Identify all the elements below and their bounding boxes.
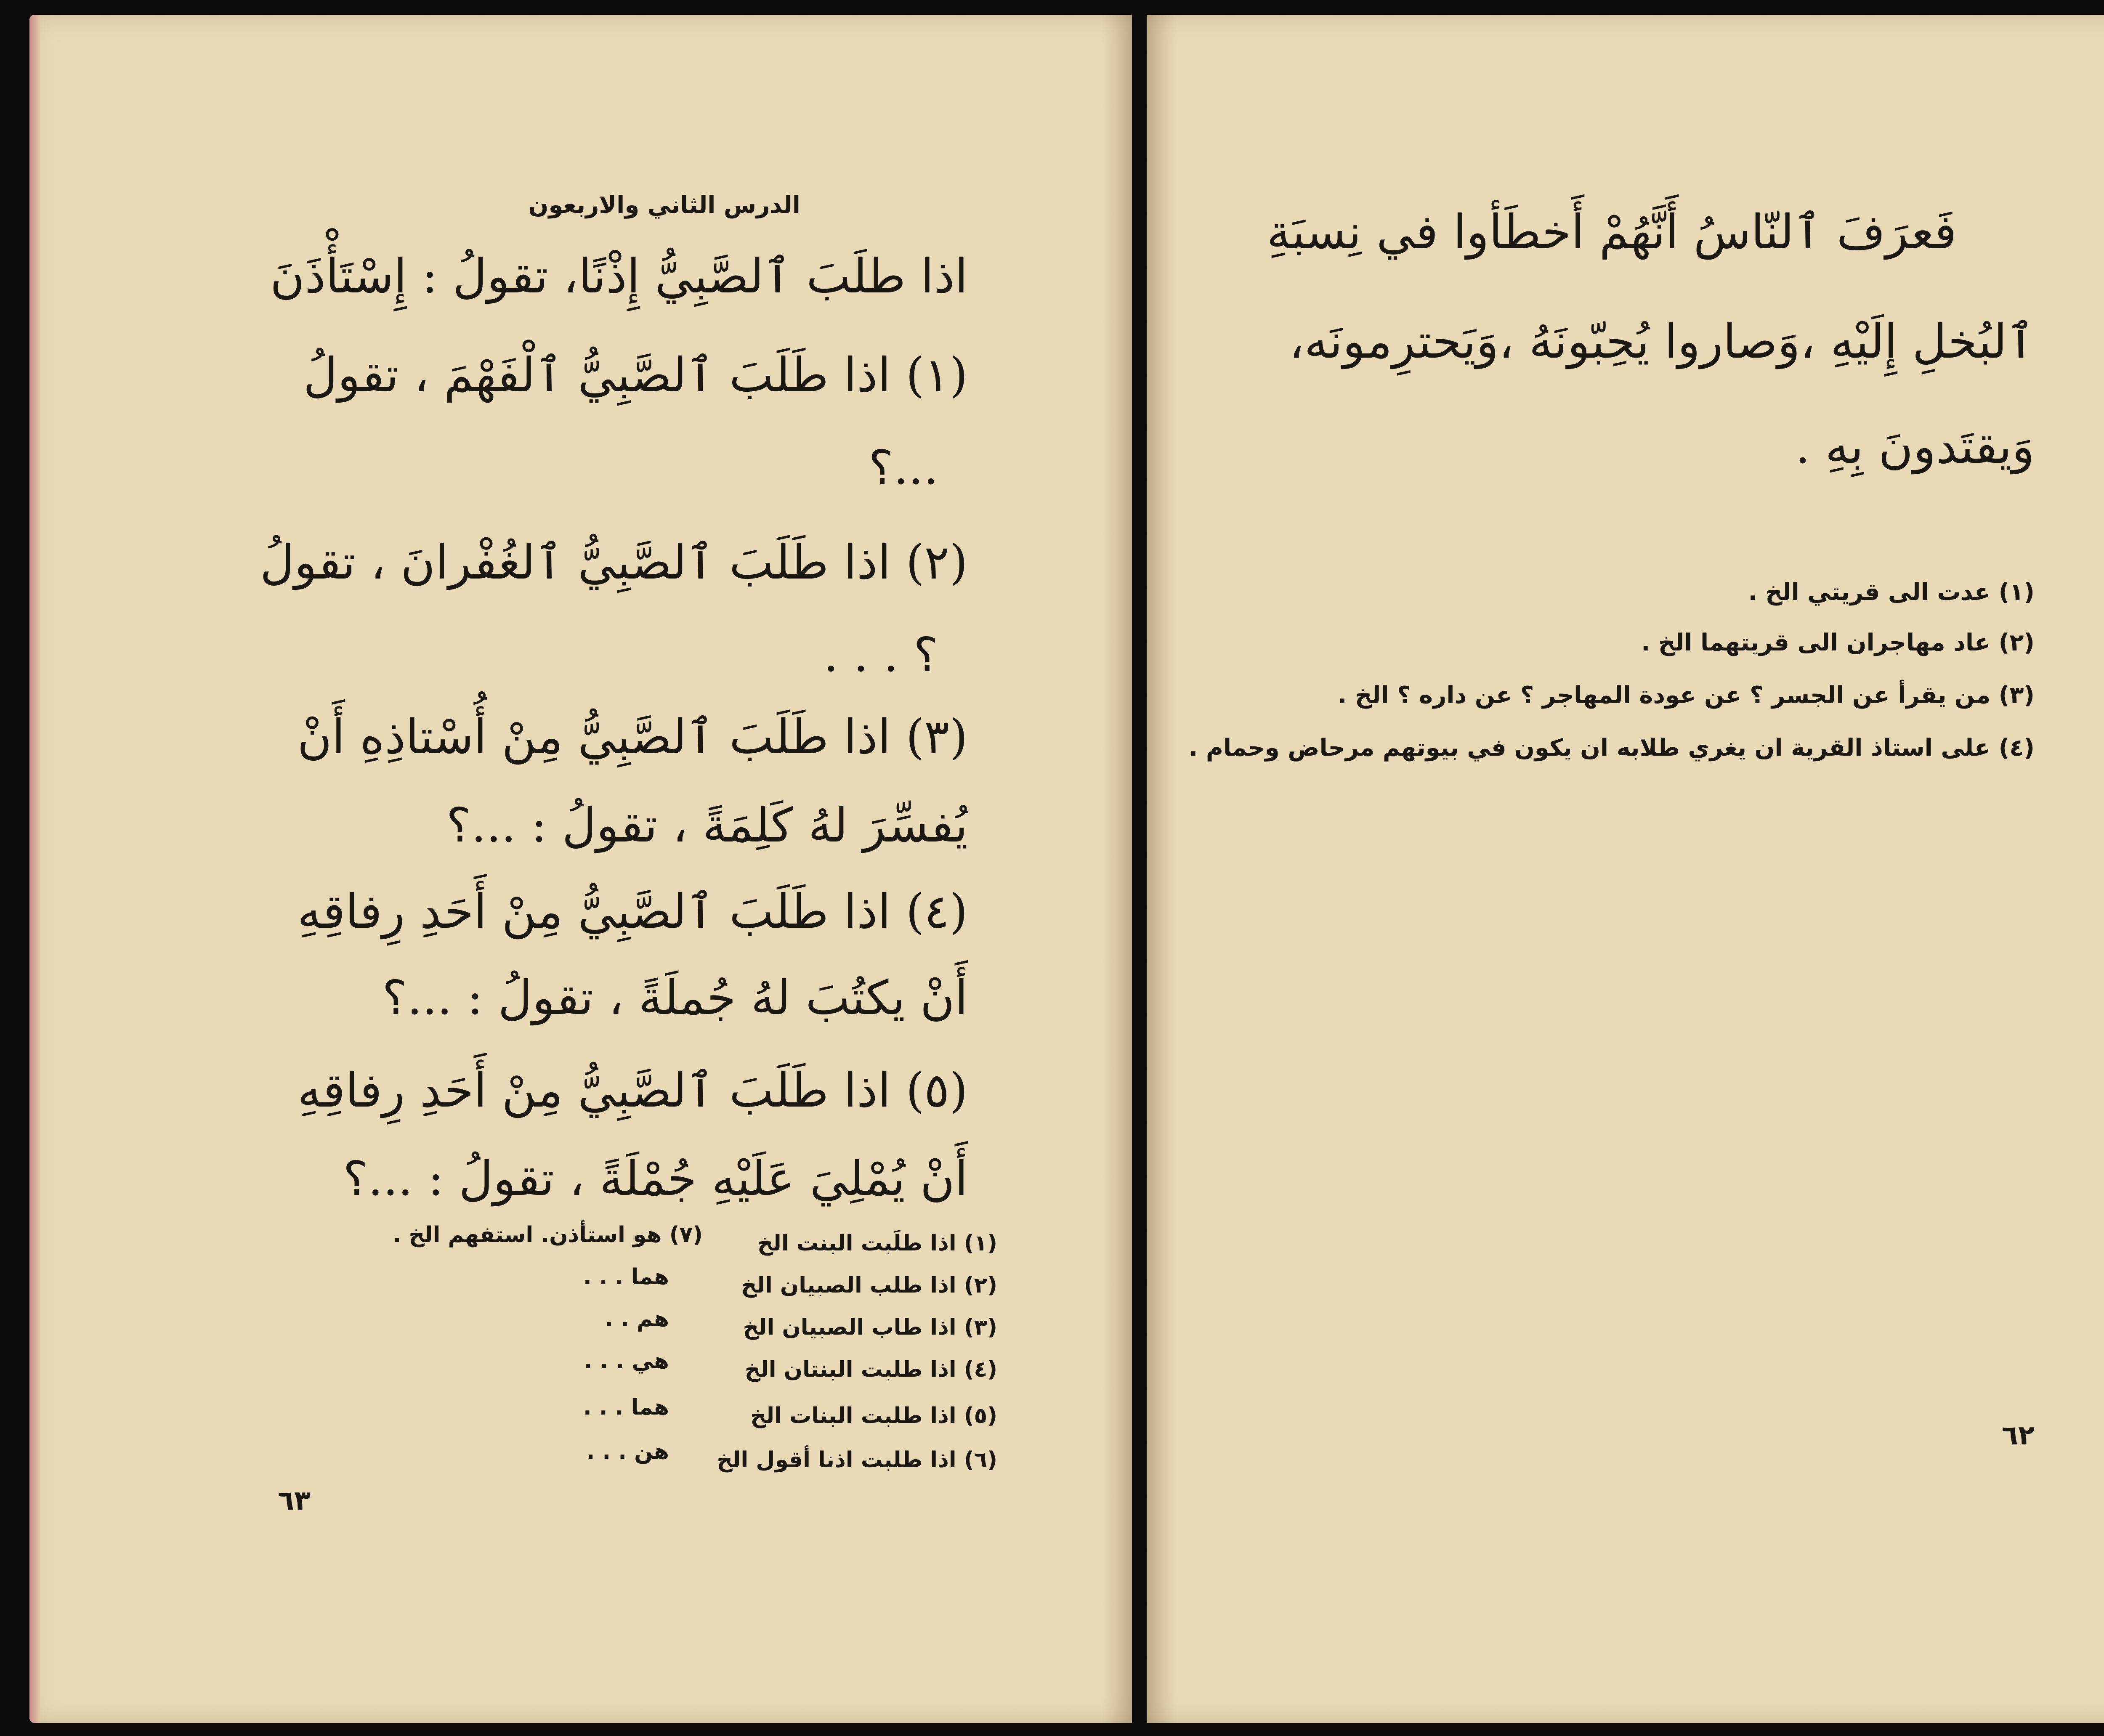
note-item: هن . . . (586, 1439, 669, 1464)
note-item: (٢) اذا طلب الصبيان الخ (741, 1273, 997, 1298)
gutter-shadow (1102, 15, 1132, 1723)
exercise-3-line-1: (٣) اذا طَلَبَ ٱلصَّبِيُّ مِنْ أُسْتاذِهِ أَنْ (297, 710, 968, 764)
note-item: هم . . (605, 1306, 669, 1332)
note-item: (٤) على استاذ القرية ان يغري طلابه ان يكون في بيوتهم مرحاض وحمام . (1189, 734, 2035, 762)
exercise-1-line-1: (١) اذا طَلَبَ ٱلصَّبِيُّ ٱلْفَهْمَ ، تقولُ (303, 348, 968, 403)
exercise-3-line-2: يُفسِّرَ لهُ كَلِمَةً ، تقولُ : ...؟ (446, 798, 968, 853)
exercise-2-line-2: ؟ . . . (823, 628, 938, 682)
left-page (29, 15, 1132, 1723)
text-line-2: ٱلبُخلِ إِلَيْهِ ،وَصاروا يُحِبّونَهُ ،وَيَحترِمونَه، (1289, 314, 2035, 369)
exercise-4-line-2: أَنْ يكتُبَ لهُ جُملَةً ، تقولُ : ...؟ (382, 971, 968, 1025)
note-item: (٣) من يقرأ عن الجسر ؟ عن عودة المهاجر ؟ عن داره ؟ الخ . (1338, 682, 2035, 709)
note-item: هي . . . (584, 1348, 669, 1374)
text-line-3: وَيقتَدونَ بِهِ . (1795, 419, 2035, 474)
exercise-5-line-2: أَنْ يُمْلِيَ عَلَيْهِ جُمْلَةً ، تقولُ : ...؟ (343, 1152, 968, 1206)
right-page (1147, 15, 2104, 1723)
note-item: (٥) اذا طلبت البنات الخ (750, 1403, 997, 1428)
gutter-shadow (1147, 15, 1176, 1723)
text-line-1: اذا طلَبَ ٱلصَّبِيُّ إِذْنًا، تقولُ : إِسْتَأْذَنَ (270, 249, 968, 304)
exercise-5-line-1: (٥) اذا طَلَبَ ٱلصَّبِيُّ مِنْ أَحَدِ رِفاقِهِ (297, 1063, 968, 1118)
exercise-4-line-1: (٤) اذا طَلَبَ ٱلصَّبِيُّ مِنْ أَحَدِ رِفاقِهِ (297, 884, 968, 939)
exercise-1-line-2: ...؟ (868, 441, 938, 495)
page-number: ٦٢ (2001, 1420, 2035, 1451)
page-number: ٦٣ (278, 1485, 311, 1516)
note-item: (٣) اذا طاب الصبيان الخ (743, 1315, 997, 1340)
note-item: هما . . . (583, 1264, 669, 1290)
lesson-heading: الدرس الثاني والاربعون (528, 191, 800, 219)
note-item: (١) عدت الى قريتي الخ . (1748, 579, 2035, 606)
note-item: (٢) عاد مهاجران الى قريتهما الخ . (1641, 629, 2035, 656)
note-item: هما . . . (583, 1395, 669, 1420)
page-edge (29, 15, 40, 1723)
note-item: (٦) اذا طلبت اذنا أقول الخ (717, 1447, 997, 1473)
note-item: (٤) اذا طلبت البنتان الخ (744, 1357, 997, 1382)
text-line-1: فَعرَفَ ٱلنّاسُ أَنَّهُمْ أَخطَأوا في نِسبَةِ (1267, 205, 1957, 260)
note-item: (٧) هو استأذن. استفهم الخ . (393, 1222, 703, 1248)
exercise-2-line-1: (٢) اذا طَلَبَ ٱلصَّبِيُّ ٱلغُفْرانَ ، تقولُ (260, 535, 968, 590)
note-item: (١) اذا طلَبت البنت الخ (757, 1231, 997, 1256)
